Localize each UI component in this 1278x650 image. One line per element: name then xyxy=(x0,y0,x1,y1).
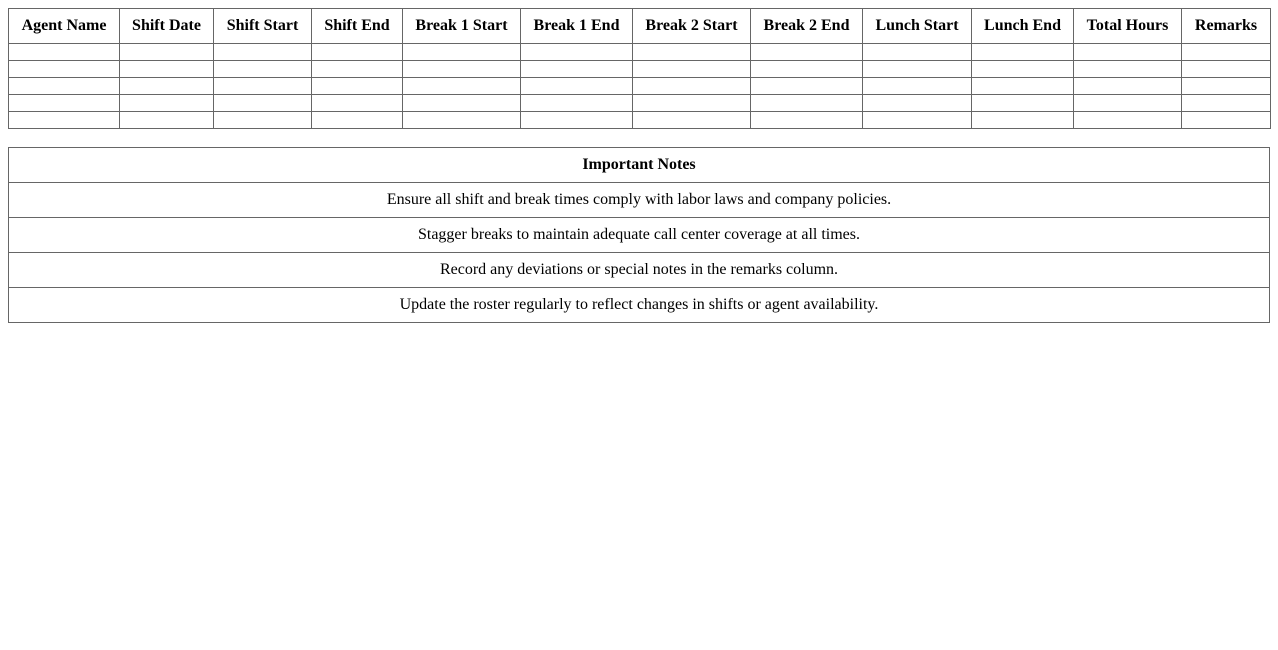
note-item: Ensure all shift and break times comply with labor laws and company policies. xyxy=(9,183,1270,218)
table-cell xyxy=(403,112,521,129)
table-cell xyxy=(633,44,751,61)
table-row xyxy=(9,61,1271,78)
table-cell xyxy=(521,95,633,112)
table-cell xyxy=(1182,112,1271,129)
table-cell xyxy=(214,44,312,61)
table-cell xyxy=(214,78,312,95)
table-cell xyxy=(521,61,633,78)
roster-header-row xyxy=(9,9,1271,44)
table-cell xyxy=(312,112,403,129)
table-row xyxy=(9,44,1271,61)
column-header-agent-name: Agent Name xyxy=(9,9,120,44)
table-cell xyxy=(403,61,521,78)
table-cell xyxy=(9,112,120,129)
table-cell xyxy=(9,61,120,78)
note-item: Update the roster regularly to reflect changes in shifts or agent availability. xyxy=(9,288,1270,323)
table-cell xyxy=(312,78,403,95)
table-cell xyxy=(633,61,751,78)
table-cell xyxy=(1182,61,1271,78)
table-cell xyxy=(972,44,1074,61)
table-cell xyxy=(633,78,751,95)
note-item: Stagger breaks to maintain adequate call center coverage at all times. xyxy=(9,218,1270,253)
table-cell xyxy=(312,95,403,112)
table-cell xyxy=(751,95,863,112)
table-cell xyxy=(9,78,120,95)
table-cell xyxy=(1074,95,1182,112)
table-cell xyxy=(120,78,214,95)
table-cell xyxy=(521,78,633,95)
table-cell xyxy=(863,78,972,95)
note-row xyxy=(9,183,1270,218)
column-header-break-2-end: Break 2 End xyxy=(751,9,863,44)
column-header-shift-start: Shift Start xyxy=(214,9,312,44)
table-cell xyxy=(633,112,751,129)
table-cell xyxy=(972,112,1074,129)
table-row xyxy=(9,95,1271,112)
table-cell xyxy=(633,95,751,112)
table-cell xyxy=(403,44,521,61)
table-row xyxy=(9,112,1271,129)
column-header-shift-end: Shift End xyxy=(312,9,403,44)
table-cell xyxy=(751,112,863,129)
table-cell xyxy=(120,44,214,61)
table-cell xyxy=(1074,112,1182,129)
table-cell xyxy=(521,44,633,61)
table-cell xyxy=(1182,44,1271,61)
table-cell xyxy=(972,61,1074,78)
page xyxy=(8,8,1270,323)
notes-title: Important Notes xyxy=(9,148,1270,183)
important-notes-table xyxy=(8,147,1270,323)
table-cell xyxy=(214,61,312,78)
table-cell xyxy=(521,112,633,129)
table-cell xyxy=(751,44,863,61)
table-cell xyxy=(1074,61,1182,78)
column-header-remarks: Remarks xyxy=(1182,9,1271,44)
column-header-break-2-start: Break 2 Start xyxy=(633,9,751,44)
table-row xyxy=(9,78,1271,95)
note-row xyxy=(9,288,1270,323)
table-cell xyxy=(403,78,521,95)
column-header-shift-date: Shift Date xyxy=(120,9,214,44)
roster-table xyxy=(8,8,1271,129)
table-cell xyxy=(972,78,1074,95)
table-cell xyxy=(312,44,403,61)
table-cell xyxy=(751,61,863,78)
table-cell xyxy=(972,95,1074,112)
table-cell xyxy=(120,112,214,129)
notes-header-row xyxy=(9,148,1270,183)
table-cell xyxy=(751,78,863,95)
table-cell xyxy=(863,112,972,129)
table-cell xyxy=(214,95,312,112)
table-cell xyxy=(312,61,403,78)
table-cell xyxy=(214,112,312,129)
table-cell xyxy=(403,95,521,112)
table-cell xyxy=(9,44,120,61)
note-item: Record any deviations or special notes in the remarks column. xyxy=(9,253,1270,288)
table-cell xyxy=(9,95,120,112)
table-cell xyxy=(863,95,972,112)
column-header-total-hours: Total Hours xyxy=(1074,9,1182,44)
table-cell xyxy=(863,61,972,78)
note-row xyxy=(9,253,1270,288)
table-cell xyxy=(1182,78,1271,95)
column-header-break-1-start: Break 1 Start xyxy=(403,9,521,44)
column-header-lunch-start: Lunch Start xyxy=(863,9,972,44)
table-cell xyxy=(863,44,972,61)
note-row xyxy=(9,218,1270,253)
table-cell xyxy=(1182,95,1271,112)
column-header-lunch-end: Lunch End xyxy=(972,9,1074,44)
table-cell xyxy=(1074,78,1182,95)
table-cell xyxy=(120,61,214,78)
column-header-break-1-end: Break 1 End xyxy=(521,9,633,44)
table-cell xyxy=(120,95,214,112)
table-cell xyxy=(1074,44,1182,61)
